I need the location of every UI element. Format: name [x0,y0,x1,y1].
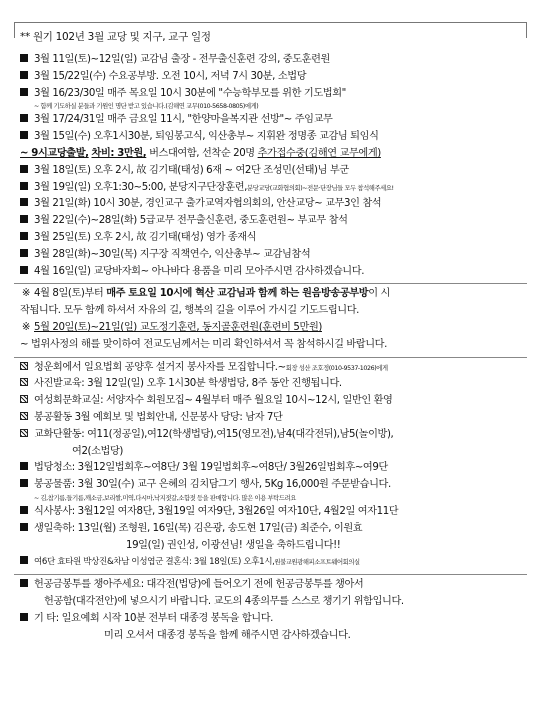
schedule-list [14,52,527,644]
square-bullet-icon [20,506,28,514]
schedule-item: 3월 11일(토)~12일(일) 교감님 출장 - 전무출신훈련 강의, 중도훈련원 [14,52,527,69]
square-bullet-icon [20,479,28,487]
info-item: 생일축하: 13일(월) 조형원, 16일(목) 김은광, 송도현 17일(금) 최준수, 이원효 [14,521,527,538]
square-bullet-icon [20,613,28,621]
square-bullet-icon [20,165,28,173]
info-item: 봉공활동 3월 예회보 및 법회안내, 신문봉사 당당: 남자 7단 [14,410,527,427]
square-bullet-icon [20,88,28,96]
info-item: 법당청소: 3월12일법회후~여8단/ 3월 19일법회후~여8단/ 3월26일법회후~여9단 [14,460,527,477]
reference-mark-icon: ※ [21,321,31,333]
schedule-item: 3월 16/23/30일 매주 목요일 10시 30분에 "수능학부모를 위한 기도법회" [14,86,527,103]
square-bullet-icon [20,556,28,564]
schedule-item: 3월 22일(수)~28일(화) 5급교무 전무출신훈련, 중도훈련원~ 부교무 참석 [14,213,527,230]
info-item: 사진발교육: 3월 12일(일) 오후 1시30분 학생법당, 8주 동안 진행됩니다. [14,376,527,393]
info-item: 봉공물품: 3월 30일(수) 교구 은혜의 김치담그기 행사, 5Kg 16,000원 주문받습니다. [14,477,527,494]
info-item: 청운회에서 일요법회 공양후 설거지 봉사자를 모집합니다.~회장 성산 조호정(010-9537-1026)에게 [14,360,527,377]
hatched-bullet-icon [20,362,28,370]
square-bullet-icon [20,215,28,223]
schedule-item: 3월 15/22일(수) 수요공부방. 오전 10시, 저녁 7시 30분, 소법당 [14,69,527,86]
info-item: 여성회문화교실: 서양자수 회원모집~ 4월부터 매주 월요일 10시~12시, 일반인 환영 [14,393,527,410]
section-divider [14,574,527,575]
notice-item-continued: 작됩니다. 모두 함께 하셔서 자유의 길, 행복의 길을 이루어 가시길 기도드립니다. [20,305,360,317]
square-bullet-icon [20,198,28,206]
square-bullet-icon [20,462,28,470]
info-note: ~ 김,참기름,들기름,깨소금,보리쌀,미역,다시마,낙지젓갈,소함젓 등을 판매합니다. 많은 이용 부탁드려요 [34,494,296,502]
info-item: 식사봉사: 3월12일 여자8단, 3월19일 여자9단, 3월26일 여자10단, 4월2일 여자11단 [14,504,527,521]
square-bullet-icon [20,579,28,587]
schedule-item: 3월 18일(토) 오후 2시, 故 김기태(태성) 6재 ~ 여2단 조성민(선태)님 부군 [14,163,527,180]
schedule-item: 3월 25일(토) 오후 2시, 故 김기태(태성) 영가 종재식 [14,230,527,247]
reference-mark-icon: ※ [21,288,31,300]
bulletin-page [14,22,527,641]
square-bullet-icon [20,114,28,122]
notice-item: ※ 4월 8일(토)부터 매주 토요일 10시에 혁산 교감님과 함께 하는 원음방송공부방이 시 [14,286,527,303]
misc-item-continued: 미리 오셔서 대종경 봉독을 함께 해주시면 감사하겠습니다. [104,629,351,641]
info-item-continued: 여2(소법당) [72,445,123,457]
notice-item-continued: ~ 법위사정의 해를 맞이하여 전교도님께서는 미리 확인하셔서 꼭 참석하시길 바랍니다. [20,338,387,350]
schedule-item: 3월 28일(화)~30일(목) 지구장 직책연수, 익산총부~ 교감님참석 [14,247,527,264]
info-item-continued: 19일(일) 권인성, 이광선님! 생일을 축하드립니다!! [126,539,341,551]
section-divider [14,357,527,358]
header-title: ** 원기 102년 3월 교당 및 지구, 교구 일정 [20,31,211,43]
misc-item-continued: 헌공함(대각전안)에 넣으시기 바랍니다. 교도의 4종의무를 스스로 챙기기 위함입니다. [44,595,404,607]
square-bullet-icon [20,232,28,240]
square-bullet-icon [20,71,28,79]
schedule-note: ~ 함께 기도하실 분들과 기원인 명단 받고 있습니다.(김해연 교무(010-5658-0805)에게) [34,103,259,111]
misc-item: 기 타: 일요예회 시작 10분 전부터 대종경 봉독을 합니다. [14,611,527,628]
hatched-bullet-icon [20,378,28,386]
schedule-item: 3월 19일(일) 오후1:30~5:00, 분당지구단장훈련,분당교당(교화협의회)~전문·단장님들 모두 참석해주세요! [14,180,527,197]
square-bullet-icon [20,266,28,274]
info-item: 교화단활동: 여11(정공일),여12(학생법당),여15(영모전),남4(대각전뒤),남5(놀이방), [14,427,527,444]
square-bullet-icon [20,249,28,257]
schedule-item-continued: ~ 9시교당출발, 차비: 3만원, 버스대여함, 선착순 20명 추가접수중(김해연 교무에게) [20,147,381,159]
info-item: 여6단 효타원 박상진&차남 이성엽군 결혼식: 3월 18일(토) 오후1시,원불교원광해피소프트웨어회의실 [14,554,527,571]
square-bullet-icon [20,131,28,139]
hatched-bullet-icon [20,412,28,420]
schedule-item: 4월 16일(일) 교당바자회~ 아나바다 용품을 미리 모아주시면 감사하겠습니다. [14,264,527,281]
square-bullet-icon [20,54,28,62]
schedule-item: 3월 17/24/31일 매주 금요일 11시, "한양마을복지관 선방"~ 주임교무 [14,112,527,129]
square-bullet-icon [20,523,28,531]
notice-item: ※ 5월 20일(토)~21일(일) 교도정기훈련, 동지골훈련원(훈련비 5만원) [14,320,527,337]
section-divider [14,283,527,284]
schedule-item: 3월 21일(화) 10시 30분, 경인교구 출가교역자협의회의, 안산교당~ 교무3인 참석 [14,196,527,213]
hatched-bullet-icon [20,395,28,403]
schedule-item: 3월 15일(수) 오후1시30분, 퇴임봉고식, 익산총부~ 지휘완 정명종 교감님 퇴임식 [14,129,527,146]
misc-item: 헌공금봉투를 챙아주세요: 대각전(법당)에 들어오기 전에 헌공금봉투를 챙아서 [14,577,527,594]
square-bullet-icon [20,182,28,190]
hatched-bullet-icon [20,429,28,437]
